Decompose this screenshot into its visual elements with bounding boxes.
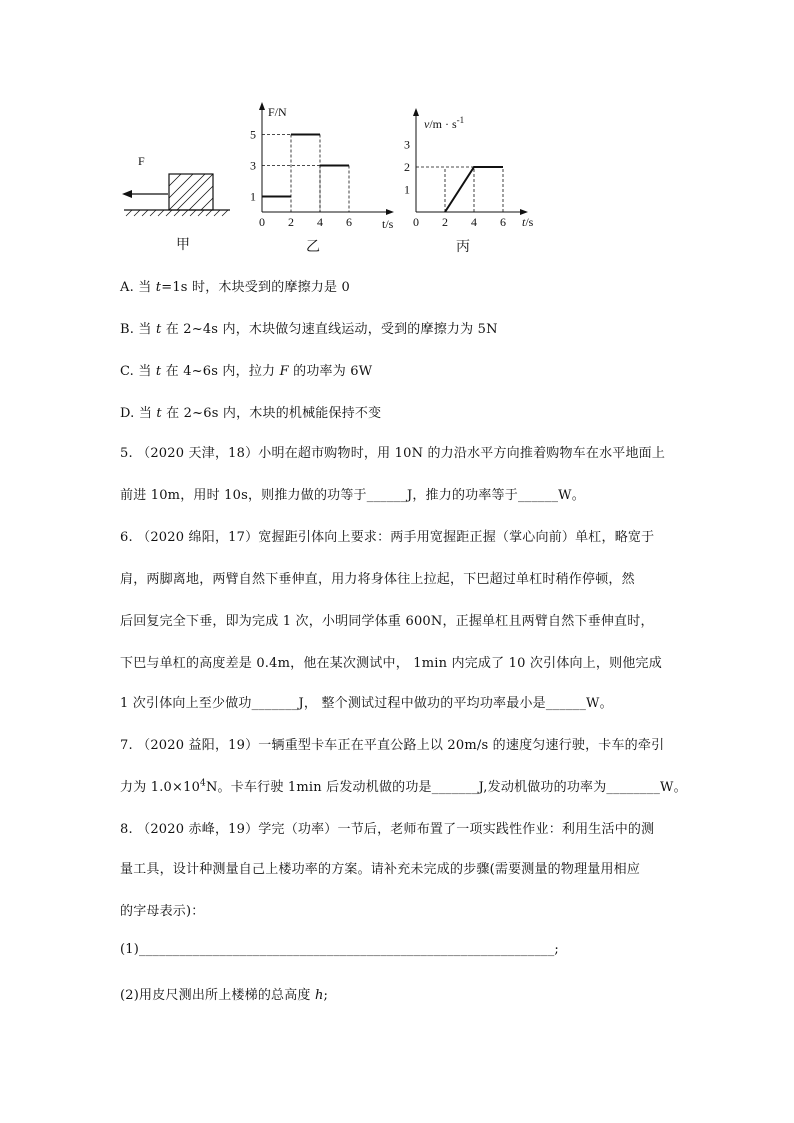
yi-y-tick-label: 5 (250, 127, 256, 142)
bing-y-arrowhead (413, 108, 419, 116)
figure-bing (404, 108, 534, 229)
q6-line-2: 肩，两脚离地，两臂自然下垂伸直，用力将身体往上拉起，下巴超过单杠时稍作停顿，然 (120, 572, 635, 587)
bing-x-axis-label: t/s (522, 215, 534, 229)
q8-step-1: (1)______________________________________________________________; (120, 942, 559, 957)
yi-y-tick-label: 3 (250, 158, 256, 173)
yi-x-arrowhead (386, 209, 394, 215)
block-hatching (169, 174, 213, 210)
option-d: D. 当 t 在 2~6s 内，木块的机械能保持不变 (120, 406, 382, 421)
caption-yi: 乙 (306, 239, 320, 255)
figure-yi (250, 102, 394, 231)
option-a: A. 当 t=1s 时，木块受到的摩擦力是 0 (120, 280, 351, 295)
caption-bing: 丙 (456, 239, 470, 255)
bing-x-tick-label: 0 (413, 215, 419, 229)
bing-y-tick-label: 2 (404, 160, 410, 174)
q7-line-2: 力为 $1.0\times 10^4N$。卡车行驶 1min 后发动机做的功是_______J,发动机做功的功率为________W。 (120, 778, 687, 795)
bing-y-axis-label: $v/m \cdot s^{-1}$ (424, 115, 465, 131)
q8-step-2: (2)用皮尺测出所上楼梯的总高度 h; (120, 988, 329, 1003)
q6-line-4: 下巴与单杠的高度差是 0.4m，他在某次测试中， 1min 内完成了 10 次引体向上，则他完成 (120, 656, 662, 671)
figure-jia (122, 154, 230, 216)
bing-x-tick-label: 2 (442, 215, 448, 229)
q6-line-5: 1 次引体向上至少做功_______J， 整个测试过程中做功的平均功率最小是______W。 (120, 696, 613, 711)
force-label: F (138, 154, 145, 168)
bing-x-tick-label: 4 (471, 215, 477, 229)
option-c: C. 当 t 在 4~6s 内，拉力 F 的功率为 6W (120, 364, 373, 379)
bing-y-tick-label: 3 (404, 137, 410, 152)
yi-x-tick-label: 0 (259, 215, 265, 229)
q8-line-3: 的字母表示)： (120, 904, 205, 919)
yi-x-axis-label: t/s (382, 217, 394, 231)
yi-x-tick-label: 6 (346, 215, 352, 229)
option-b: B. 当 t 在 2~4s 内，木块做匀速直线运动，受到的摩擦力为 5N (120, 322, 498, 337)
yi-y-tick-label: 1 (250, 189, 256, 204)
caption-jia: 甲 (176, 237, 190, 253)
yi-x-tick-label: 2 (288, 215, 294, 229)
q8-line-2: 量工具，设计种测量自己上楼功率的方案。请补充未完成的步骤(需要测量的物理量用相应 (120, 862, 641, 877)
q6-line-1: 6. （2020 绵阳，17）宽握距引体向上要求：两手用宽握距正握（掌心向前）单杠，略宽于 (120, 530, 655, 545)
figure-row (110, 98, 550, 258)
yi-y-arrowhead (259, 102, 265, 110)
q7-line-1: 7. （2020 益阳，19）一辆重型卡车正在平直公路上以 20m/s 的速度匀速行驶，卡车的牵引 (120, 738, 665, 753)
q6-line-3: 后回复完全下垂，即为完成 1 次，小明同学体重 600N，正握单杠且两臂自然下垂伸直时， (120, 614, 654, 629)
force-arrowhead (122, 190, 132, 198)
bing-x-tick-label: 6 (500, 215, 506, 229)
ground-hatching (126, 210, 228, 216)
q5-line-2: 前进 10m，用时 10s，则推力做的功等于______J，推力的功率等于______W。 (120, 488, 585, 503)
q8-line-1: 8. （2020 赤峰，19）学完（功率）一节后，老师布置了一项实践性作业：利用生活中的测 (120, 822, 655, 837)
bing-y-tick-label: 1 (404, 182, 410, 197)
q5-line-1: 5. （2020 天津，18）小明在超市购物时，用 10N 的力沿水平方向推着购物车在水平地面上 (120, 446, 666, 461)
yi-plot (250, 128, 352, 230)
bing-plot (404, 138, 506, 230)
yi-x-tick-label: 4 (317, 215, 323, 229)
yi-y-axis-label: F/N (268, 105, 287, 119)
